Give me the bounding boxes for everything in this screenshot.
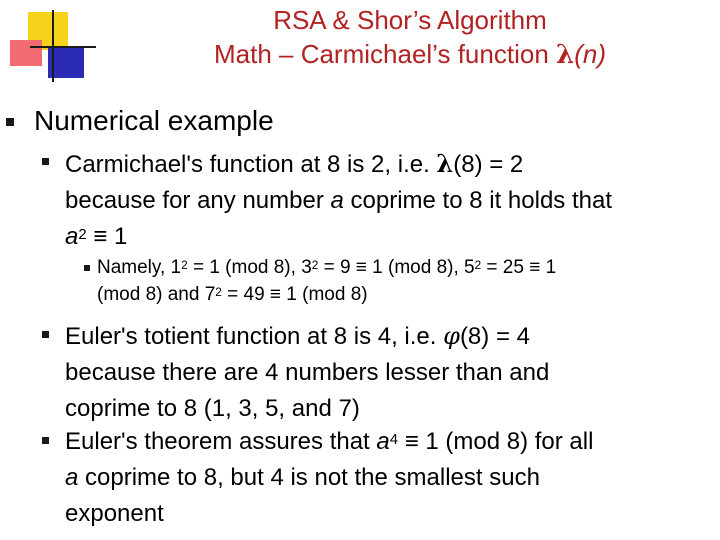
totient-line-1 — [65, 318, 715, 355]
variable-a: a — [376, 428, 390, 455]
carmichael-text: coprime to 8 it holds that — [343, 187, 612, 214]
carmichael-line-3 — [65, 219, 715, 255]
namely-text: (mod 8) and 7 — [97, 284, 216, 305]
title-line-1: RSA & Shor’s Algorithm — [273, 5, 547, 35]
exponent: 2 — [215, 286, 222, 299]
logo-horizontal-line — [30, 46, 96, 48]
carmichael-value: (8) = 2 — [453, 151, 524, 178]
bullet-carmichael — [65, 146, 715, 255]
namely-line-1 — [97, 254, 717, 281]
bullet-marker-l2 — [42, 437, 49, 444]
exponent: 2 — [474, 259, 482, 272]
slide-logo — [0, 0, 110, 85]
bullet-marker-l2 — [42, 158, 49, 165]
lambda-symbol: λ — [436, 149, 454, 178]
totient-line-2: because there are 4 numbers lesser than and — [65, 359, 550, 386]
namely-text: = 1 (mod 8), 3 — [187, 257, 312, 278]
bullet-euler-theorem — [65, 424, 715, 532]
carmichael-text: Carmichael's function at 8 is 2, i.e. — [65, 151, 437, 178]
bullet-marker-l2 — [42, 331, 49, 338]
totient-text: Euler's totient function at 8 is 4, i.e. — [65, 323, 444, 350]
namely-text: = 9 ≡ 1 (mod 8), 5 — [318, 257, 475, 278]
exponent: 2 — [311, 259, 319, 272]
variable-a: a — [330, 187, 344, 214]
exponent: 4 — [389, 432, 399, 448]
bullet-euler-totient — [65, 318, 715, 427]
theorem-text: ≡ 1 (mod 8) for all — [398, 428, 594, 455]
title-text: Math – Carmichael’s function — [213, 39, 556, 69]
theorem-line-2 — [65, 460, 715, 496]
slide-title — [110, 4, 710, 72]
totient-value: (8) = 4 — [459, 323, 530, 350]
namely-text: Namely, 1 — [97, 257, 182, 278]
namely-line-2 — [97, 281, 717, 308]
congruence: ≡ 1 — [86, 223, 128, 250]
theorem-text: coprime to 8, but 4 is not the smallest such — [78, 464, 540, 491]
carmichael-text: because for any number — [65, 187, 331, 214]
bullet-marker-l3 — [84, 265, 90, 271]
namely-text: = 49 ≡ 1 (mod 8) — [221, 284, 368, 305]
exponent: 2 — [78, 227, 87, 243]
namely-text: = 25 ≡ 1 — [481, 257, 557, 278]
theorem-line-3: exponent — [65, 500, 164, 527]
theorem-text: Euler's theorem assures that — [65, 428, 377, 455]
lambda-symbol: λ — [556, 40, 575, 70]
carmichael-line-1 — [65, 146, 715, 183]
variable-a: a — [65, 223, 79, 250]
bullet-numerical-example: Numerical example — [34, 105, 274, 136]
title-line-2 — [110, 37, 710, 72]
carmichael-line-2 — [65, 183, 715, 219]
variable-a: a — [65, 464, 79, 491]
phi-symbol: φ — [443, 322, 460, 350]
totient-line-3: coprime to 8 (1, 3, 5, and 7) — [65, 395, 360, 422]
title-suffix: (n) — [574, 39, 607, 69]
exponent: 2 — [181, 259, 188, 272]
bullet-marker-l1 — [6, 118, 14, 126]
theorem-line-1 — [65, 424, 715, 460]
logo-red-square — [10, 40, 42, 66]
bullet-namely — [97, 254, 717, 308]
